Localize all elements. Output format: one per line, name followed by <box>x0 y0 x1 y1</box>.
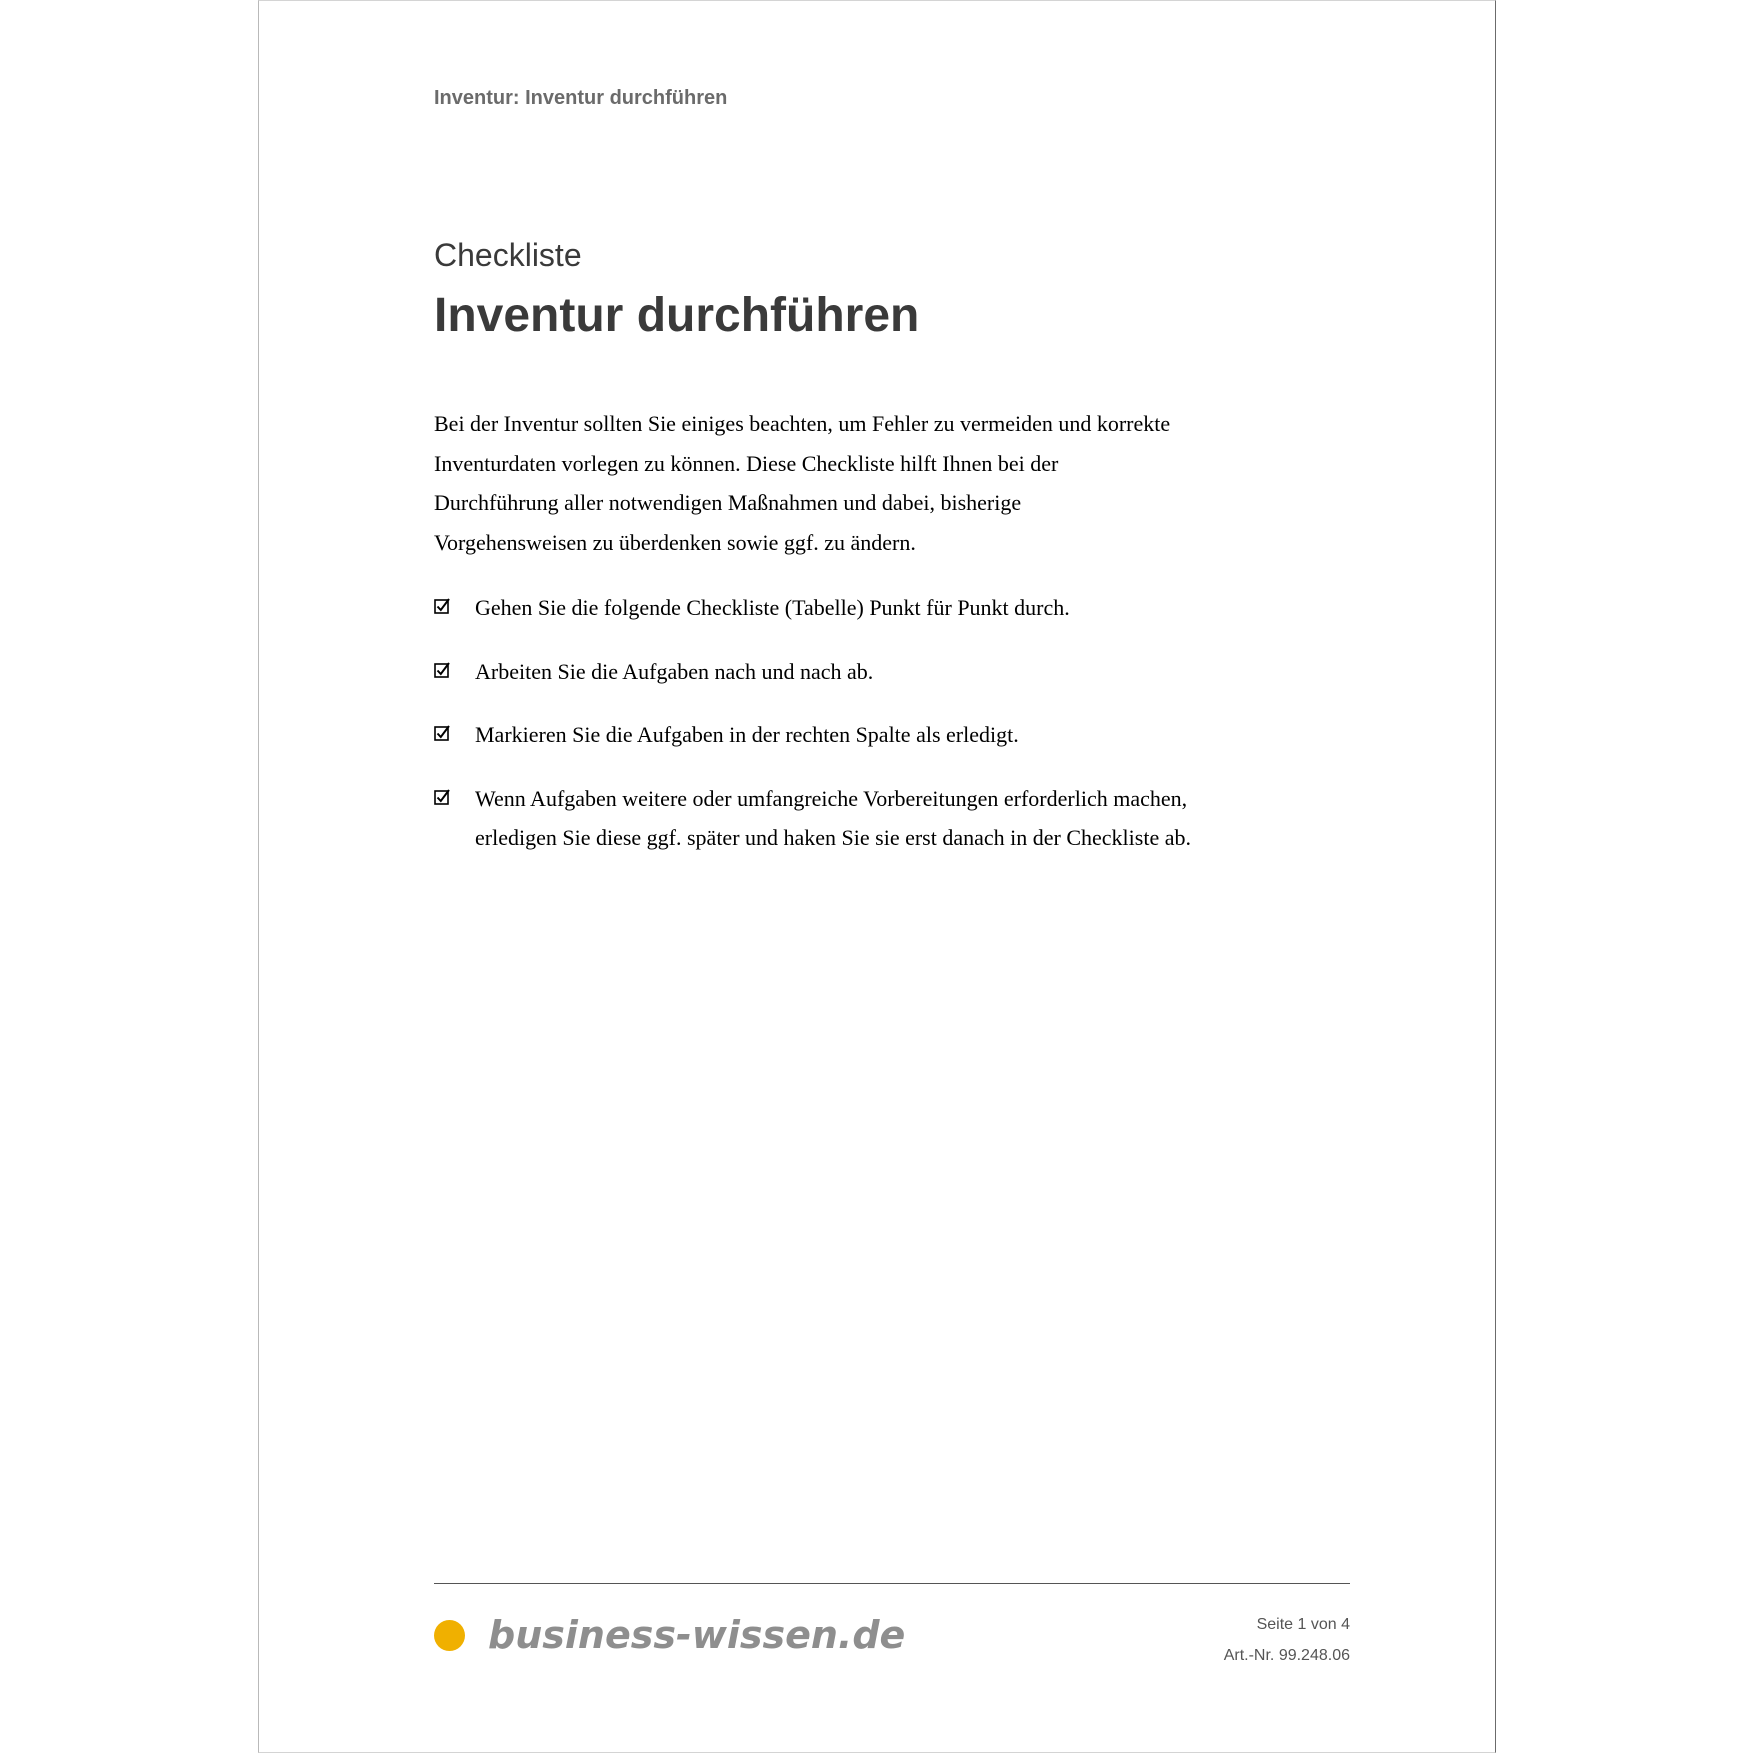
document-kicker: Checkliste <box>434 237 582 273</box>
checklist-item-text: Wenn Aufgaben weitere oder umfangreiche Vorbereitungen erforderlich machen, erledigen Sie diese ggf. später und haken Sie sie erst danach in der Checkliste ab. <box>475 785 1191 850</box>
checked-box-icon <box>434 662 450 678</box>
document-title: Inventur durchführen <box>434 289 920 342</box>
brand-wordmark: business-wissen.de <box>488 1613 906 1657</box>
checked-box-icon <box>434 598 450 614</box>
checklist-item <box>434 779 1194 858</box>
intro-paragraph: Bei der Inventur sollten Sie einiges beachten, um Fehler zu vermeiden und korrekte Inventurdaten vorlegen zu können. Diese Checkliste hilft Ihnen bei der Durchführung aller notwendigen Maßnahmen und dabei, bisherige Vorgehensweisen zu überdenken sowie ggf. zu ändern. <box>434 411 1171 555</box>
checked-box-icon <box>434 725 450 741</box>
checklist <box>434 588 1194 882</box>
checklist-item-text: Markieren Sie die Aufgaben in der rechten Spalte als erledigt. <box>475 722 1019 747</box>
checklist-item <box>434 588 1194 628</box>
brand-logo <box>434 1613 905 1657</box>
page-info <box>1224 1609 1350 1671</box>
footer-divider <box>434 1583 1350 1584</box>
checklist-item <box>434 715 1194 755</box>
running-header: Inventur: Inventur durchführen <box>434 87 728 109</box>
checklist-item-text: Arbeiten Sie die Aufgaben nach und nach ab. <box>475 658 874 684</box>
checklist-item <box>434 652 1194 692</box>
document-page <box>258 0 1496 1753</box>
brand-dot-icon <box>434 1620 465 1651</box>
article-number: Art.-Nr. 99.248.06 <box>1223 1647 1350 1664</box>
checked-box-icon <box>434 789 450 805</box>
page-number: Seite 1 von 4 <box>1256 1616 1350 1633</box>
checklist-item-text: Gehen Sie die folgende Checkliste (Tabelle) Punkt für Punkt durch. <box>475 595 1070 620</box>
